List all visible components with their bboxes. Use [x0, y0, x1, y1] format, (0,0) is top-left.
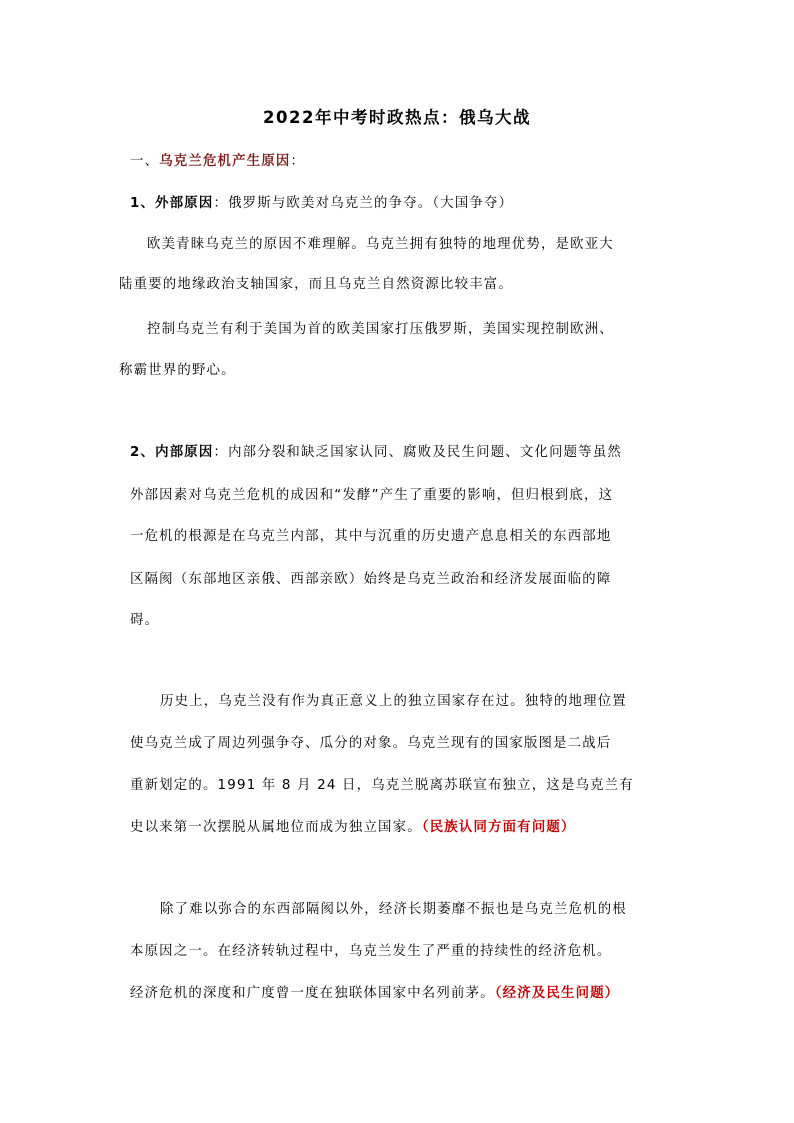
paragraph-line: 除了难以弥合的东西部隔阂以外，经济长期萎靡不振也是乌克兰危机的根 — [160, 902, 627, 917]
paragraph-line: 欧美青睐乌克兰的原因不难理解。乌克兰拥有独特的地理优势，是欧亚大 — [147, 237, 614, 252]
paragraph-text: 史以来第一次摆脱从属地位而成为独立国家。 — [130, 820, 422, 835]
section-heading — [130, 150, 305, 169]
page-title: 2022年中考时政热点：俄乌大战 — [263, 108, 531, 127]
paragraph-line: 外部因素对乌克兰危机的成因和“发酵”产生了重要的影响，但归根到底，这 — [130, 488, 614, 503]
point-label: 内部原因 — [155, 445, 214, 460]
paragraph-line: 称霸世界的野心。 — [119, 363, 236, 378]
point-external — [130, 192, 513, 211]
paragraph-line: 一危机的根源是在乌克兰内部，其中与沉重的历史遗产息息相关的东西部地 — [130, 529, 612, 544]
paragraph-line: 碍。 — [130, 613, 160, 628]
paragraph-line: 历史上，乌克兰没有作为真正意义上的独立国家存在过。独特的地理位置 — [160, 694, 627, 709]
paragraph-line-with-note — [130, 816, 576, 835]
point-number: 1、 — [130, 196, 156, 211]
section-colon: ： — [290, 154, 306, 169]
point-text: ：内部分裂和缺乏国家认同、腐败及民生问题、文化问题等虽然 — [213, 445, 623, 460]
point-label: 外部原因 — [155, 196, 214, 211]
paragraph-line: 本原因之一。在经济转轨过程中，乌克兰发生了严重的持续性的经济危机。 — [130, 944, 612, 959]
paragraph-line: 控制乌克兰有利于美国为首的欧美国家打压俄罗斯，美国实现控制欧洲、 — [147, 322, 614, 337]
paragraph-line: 区隔阂（东部地区亲俄、西部亲欧）始终是乌克兰政治和经济发展面临的障 — [130, 572, 612, 587]
paragraph-line: 重新划定的。1991 年 8 月 24 日，乌克兰脱离苏联宣布独立，这是乌克兰有 — [130, 778, 634, 793]
point-internal — [130, 441, 622, 460]
section-number: 一、 — [130, 154, 160, 169]
note-national-identity: （民族认同方面有问题） — [421, 820, 576, 835]
paragraph-line: 陆重要的地缘政治支轴国家，而且乌克兰自然资源比较丰富。 — [119, 277, 513, 292]
paragraph-line-with-note — [130, 982, 619, 1001]
paragraph-line: 使乌克兰成了周边列强争夺、瓜分的对象。乌克兰现有的国家版图是二战后 — [130, 736, 612, 751]
note-economy: （经济及民生问题） — [494, 986, 620, 1001]
point-text: ：俄罗斯与欧美对乌克兰的争夺。（大国争夺） — [213, 196, 514, 211]
point-number: 2、 — [130, 445, 156, 460]
section-title: 乌克兰危机产生原因 — [159, 154, 291, 169]
paragraph-text: 经济危机的深度和广度曾一度在独联体国家中名列前茅。 — [130, 986, 495, 1001]
